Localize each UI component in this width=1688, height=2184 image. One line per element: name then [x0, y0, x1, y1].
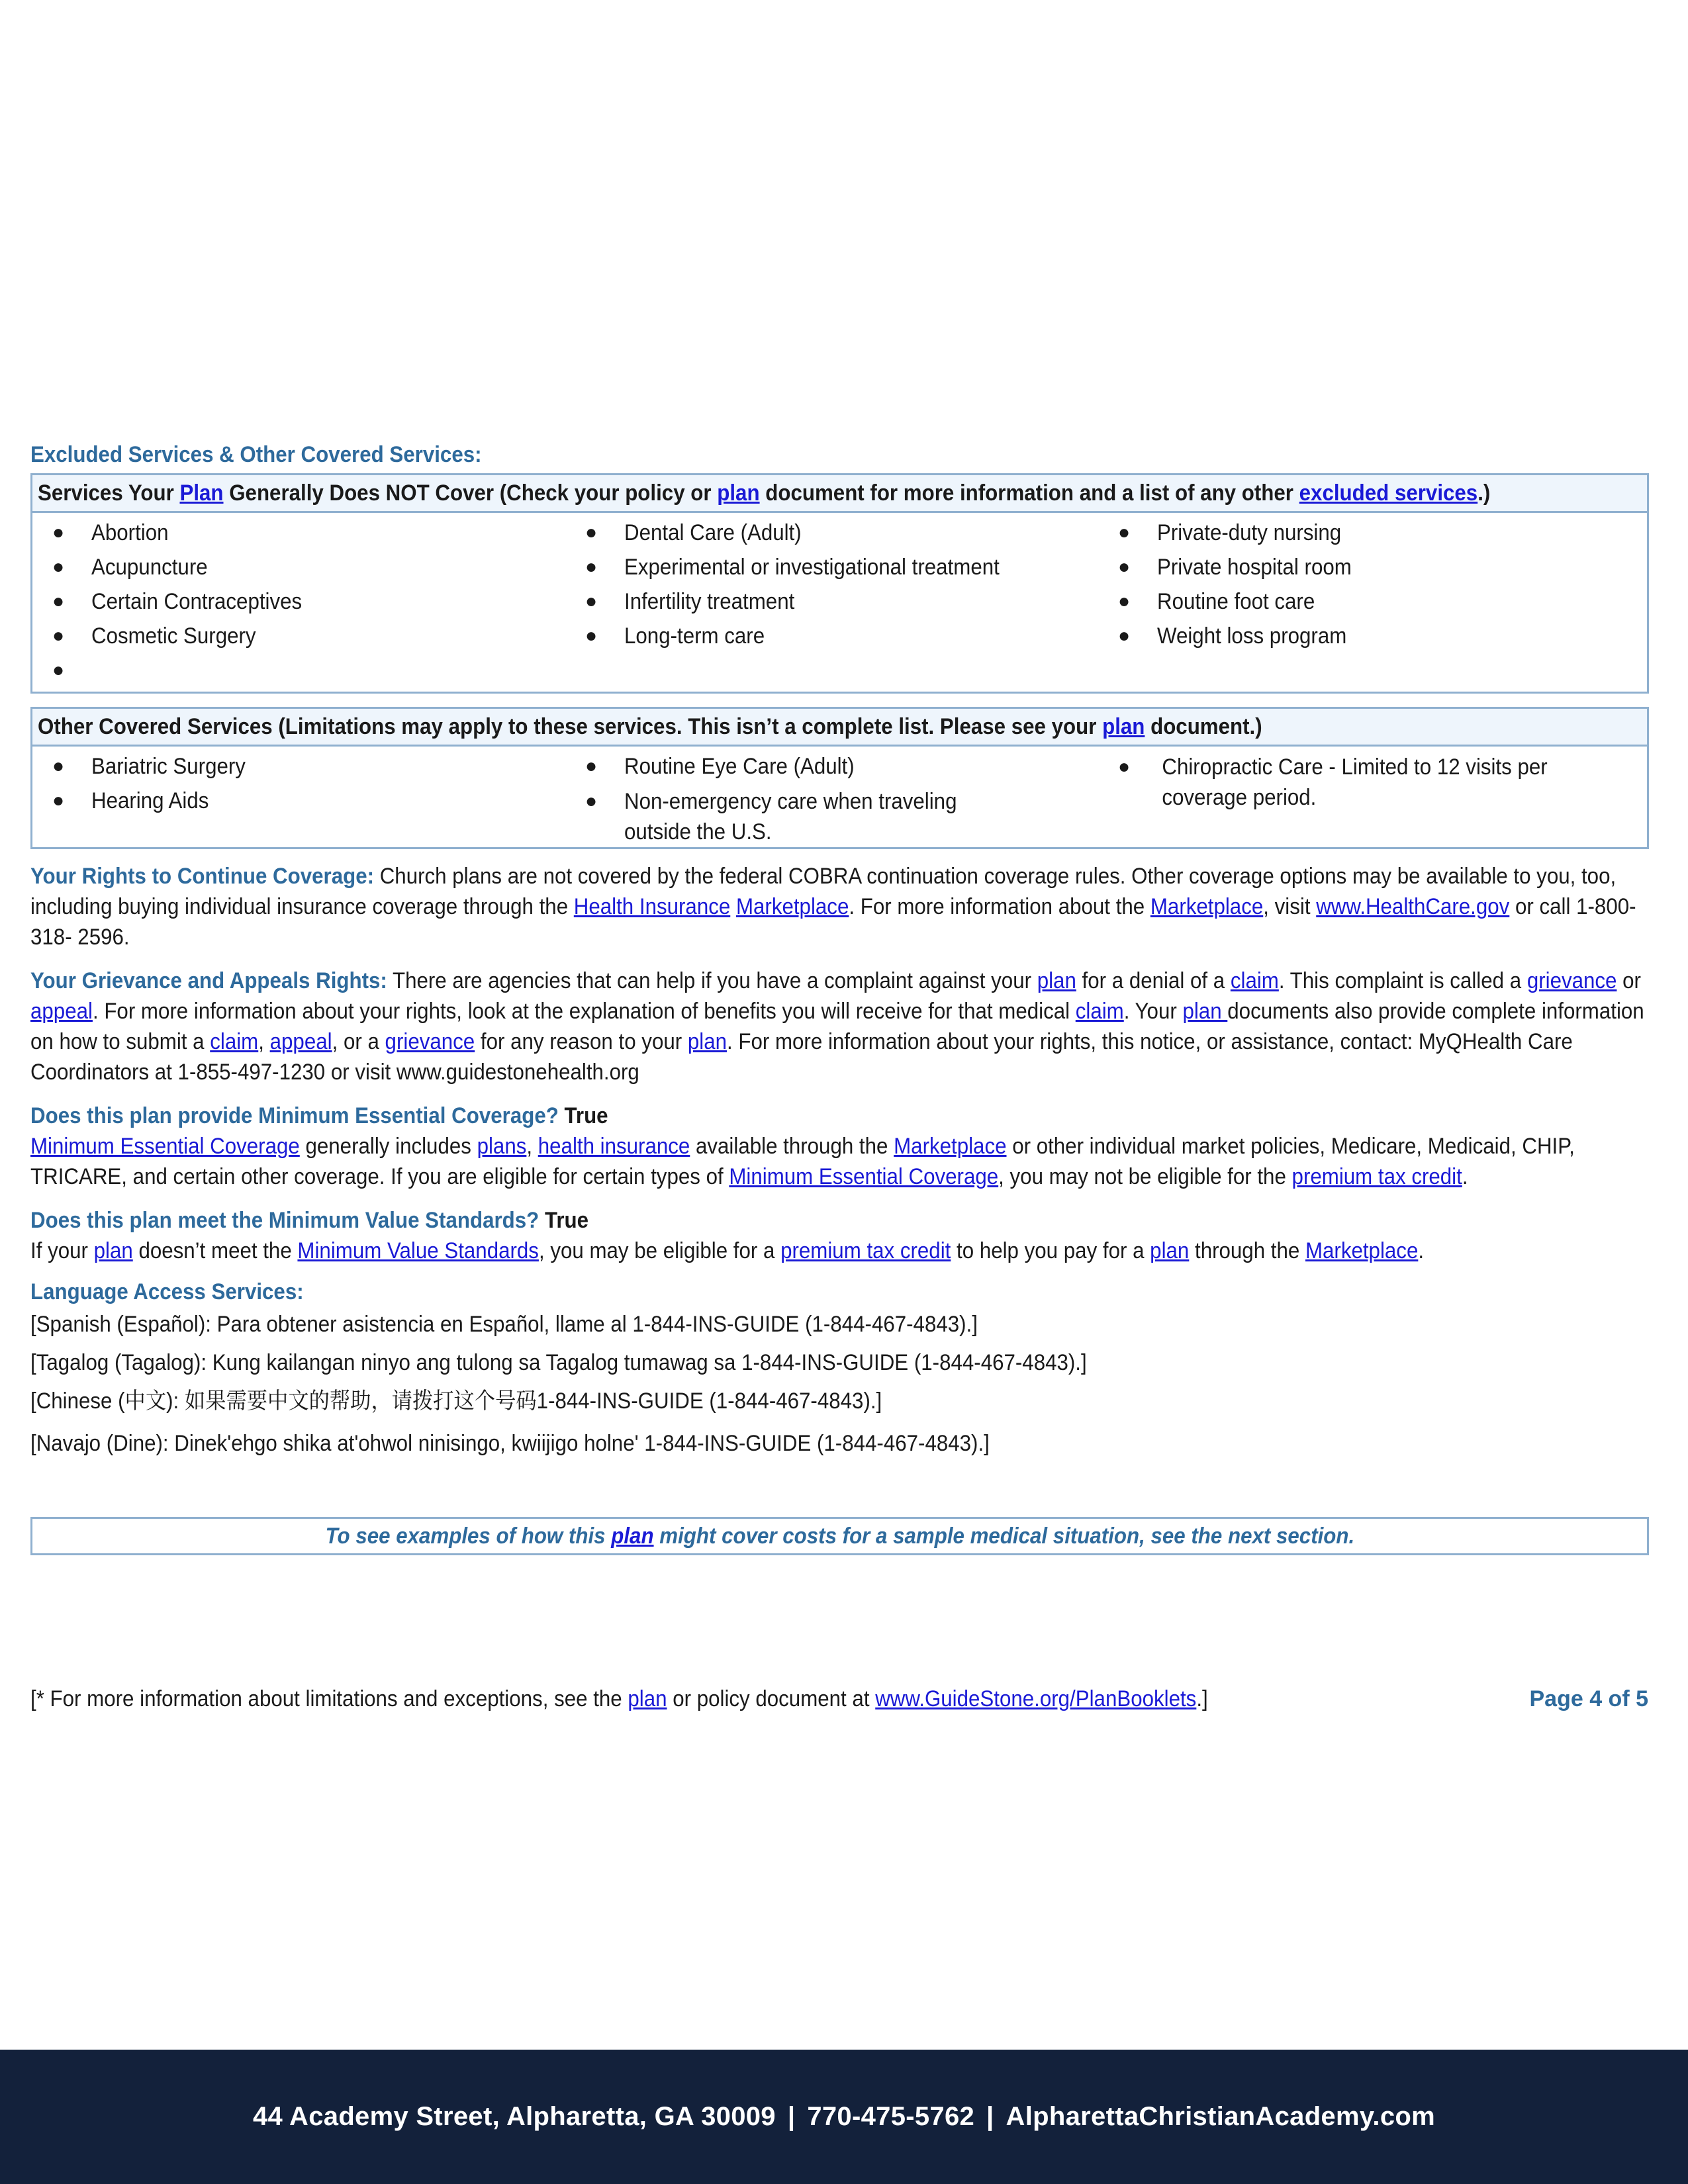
list-item: [565, 550, 1098, 584]
mec-answer: True: [558, 1103, 608, 1128]
paragraph-text: , you may not be eligible for the: [998, 1164, 1292, 1189]
plans-link[interactable]: plans: [477, 1134, 527, 1159]
footnote-text: [* For more information about limitations and exceptions, see the: [30, 1686, 628, 1711]
list-item-text: Cosmetic Surgery: [91, 623, 256, 649]
health-insurance-link[interactable]: health insurance: [538, 1134, 690, 1159]
paragraph-text: . For more information about the: [849, 894, 1150, 919]
list-item-text: Certain Contraceptives: [91, 589, 303, 614]
paragraph-text: ,: [526, 1134, 538, 1159]
excluded-services-table-header: [32, 475, 1647, 513]
bullet-icon: ●: [1118, 522, 1131, 543]
footer-separator: |: [986, 2102, 994, 2131]
footnote-text: .]: [1196, 1686, 1208, 1711]
bullet-icon: ●: [52, 790, 65, 811]
bullet-icon: ●: [52, 625, 65, 647]
language-line-chinese: [Chinese (中文): 如果需要中文的帮助，请拨打这个号码1-844-INS-GUIDE (1-844-467-4843).]: [30, 1388, 882, 1414]
minimum-essential-coverage-link[interactable]: Minimum Essential Coverage: [729, 1164, 999, 1189]
paragraph-text: . For more information about your rights, look at the explanation of benefits you will receive for that medical: [92, 999, 1076, 1024]
list-item: [1098, 516, 1631, 550]
main-content: [30, 442, 1649, 1459]
header-text: document.): [1145, 714, 1262, 739]
bullet-icon: ●: [585, 625, 598, 647]
paragraph-text: . Your: [1123, 999, 1183, 1024]
footer-separator: |: [787, 2102, 796, 2131]
marketplace-link[interactable]: Marketplace: [894, 1134, 1007, 1159]
list-item: [32, 619, 565, 653]
bullet-icon: ●: [52, 556, 65, 578]
list-item: [32, 749, 565, 784]
excluded-column-1: [32, 516, 565, 692]
paragraph-text: , you may be eligible for a: [538, 1238, 781, 1263]
paragraph-text: for any reason to your: [475, 1029, 688, 1054]
paragraph-text: .: [1462, 1164, 1468, 1189]
covered-column-1: [32, 749, 565, 847]
list-item: [1098, 550, 1631, 584]
plan-link[interactable]: plan: [1102, 714, 1145, 739]
list-item: [565, 749, 1098, 784]
rights-heading: Your Rights to Continue Coverage:: [30, 864, 375, 889]
bullet-icon: ●: [585, 790, 598, 812]
callout-text: might cover costs for a sample medical situation, see the next section.: [653, 1524, 1354, 1549]
minimum-value-standards: [30, 1205, 1649, 1266]
list-item: [32, 584, 565, 619]
plan-link[interactable]: plan: [610, 1524, 654, 1549]
grievance-heading: Your Grievance and Appeals Rights:: [30, 968, 387, 993]
covered-column-2: [565, 749, 1098, 847]
list-item-text: Bariatric Surgery: [91, 754, 246, 779]
footer-website[interactable]: AlpharettaChristianAcademy.com: [1006, 2102, 1435, 2131]
header-text: Services Your: [38, 480, 180, 506]
paragraph-text: .: [1418, 1238, 1425, 1263]
bullet-icon: ●: [585, 556, 598, 578]
footnote-text: or policy document at: [667, 1686, 876, 1711]
paragraph-text: . This complaint is called a: [1278, 968, 1527, 993]
bullet-icon: ●: [52, 522, 65, 543]
covered-column-3: [1098, 749, 1631, 847]
paragraph-text: doesn’t meet the: [132, 1238, 298, 1263]
paragraph-text: through the: [1189, 1238, 1305, 1263]
list-item-text: Acupuncture: [91, 555, 208, 580]
header-text: document for more information and a list of any other: [759, 480, 1299, 506]
language-line-spanish: [Spanish (Español): Para obtener asistencia en Español, llame al 1-844-INS-GUIDE (1-844-467-4843).]: [30, 1312, 978, 1337]
callout-text: To see examples of how this: [325, 1524, 611, 1549]
mvs-answer: True: [539, 1208, 589, 1233]
paragraph-text: for a denial of a: [1076, 968, 1231, 993]
list-item-text: Long-term care: [624, 623, 765, 649]
list-item: [32, 784, 565, 818]
paragraph-text: . For more information about your rights, this notice, or assistance, contact: MyQHealth Care Coordinators at 1-855-497-1230 or visit www.guidestonehealth.org: [30, 1029, 1573, 1085]
bullet-icon: ●: [1118, 756, 1131, 778]
footer-address: 44 Academy Street, Alpharetta, GA 30009: [253, 2102, 776, 2131]
language-line-navajo: [Navajo (Dine): Dinek'ehgo shika at'ohwol ninisingo, kwiijigo holne' 1-844-INS-GUIDE (1-844-467-4843).]: [30, 1431, 990, 1456]
bullet-icon: ●: [585, 755, 598, 777]
premium-tax-credit-link[interactable]: premium tax credit: [1291, 1164, 1462, 1189]
list-item: [1098, 584, 1631, 619]
header-text: .): [1477, 480, 1491, 506]
bullet-icon: ●: [1118, 590, 1131, 612]
plan-link[interactable]: Plan: [179, 480, 224, 506]
paragraph-text: or call 1-800-318- 2596.: [30, 894, 1636, 950]
claim-link[interactable]: claim: [210, 1029, 259, 1054]
list-item-text: Routine Eye Care (Adult): [624, 754, 855, 779]
language-line-tagalog: [Tagalog (Tagalog): Kung kailangan ninyo ang tulong sa Tagalog tumawag sa 1-844-INS-GUIDE (1-844-467-4843).]: [30, 1350, 1087, 1375]
marketplace-link[interactable]: Marketplace: [735, 894, 849, 919]
excluded-services-table: [30, 473, 1649, 694]
list-item: [1098, 619, 1631, 653]
mvs-heading: Does this plan meet the Minimum Value Standards?: [30, 1208, 539, 1233]
premium-tax-credit-link[interactable]: premium tax credit: [780, 1238, 951, 1263]
list-item: [32, 653, 565, 688]
paragraph-text: generally includes: [299, 1134, 477, 1159]
list-item-text: Chiropractic Care - Limited to 12 visits per coverage period.: [1162, 754, 1548, 810]
paragraph-text: , visit: [1263, 894, 1317, 919]
plan-link[interactable]: plan: [1182, 999, 1228, 1024]
list-item: [565, 516, 1098, 550]
bullet-icon: ●: [52, 590, 65, 612]
footer-phone: 770-475-5762: [807, 2102, 975, 2131]
list-item-text: Weight loss program: [1157, 623, 1347, 649]
list-item-text: Hearing Aids: [91, 788, 209, 813]
header-text: Generally Does NOT Cover (Check your policy or: [223, 480, 718, 506]
bullet-icon: ●: [585, 590, 598, 612]
page-number: Page 4 of 5: [1529, 1686, 1648, 1711]
paragraph-text: [730, 894, 736, 919]
bullet-icon: ●: [52, 659, 65, 681]
paragraph-text: to help you pay for a: [951, 1238, 1150, 1263]
appeal-link[interactable]: appeal: [269, 1029, 332, 1054]
plan-link[interactable]: plan: [628, 1686, 667, 1711]
paragraph-text: ,: [258, 1029, 270, 1054]
list-item-text: Abortion: [91, 520, 169, 545]
footnote: [30, 1686, 1208, 1712]
list-item-text: Dental Care (Adult): [624, 520, 802, 545]
marketplace-link[interactable]: Marketplace: [1305, 1238, 1419, 1263]
paragraph-text: available through the: [690, 1134, 894, 1159]
list-item: [1098, 749, 1607, 813]
claim-link[interactable]: claim: [1075, 999, 1124, 1024]
list-item-text: Infertility treatment: [624, 589, 795, 614]
grievance-link[interactable]: grievance: [1526, 968, 1617, 993]
paragraph-text: or: [1617, 968, 1641, 993]
minimum-essential-coverage-link[interactable]: Minimum Essential Coverage: [30, 1134, 300, 1159]
list-item-text: Routine foot care: [1157, 589, 1315, 614]
bullet-icon: ●: [1118, 556, 1131, 578]
bullet-icon: ●: [585, 522, 598, 543]
plan-link[interactable]: plan: [687, 1029, 727, 1054]
list-item-text: Private-duty nursing: [1157, 520, 1342, 545]
list-item-text: Private hospital room: [1157, 555, 1352, 580]
list-item: [565, 619, 1098, 653]
plan-booklets-link[interactable]: www.GuideStone.org/PlanBooklets: [875, 1686, 1197, 1711]
plan-link[interactable]: plan: [1150, 1238, 1190, 1263]
list-item: [32, 516, 565, 550]
plan-link[interactable]: plan: [717, 480, 760, 506]
minimum-value-standards-link[interactable]: Minimum Value Standards: [297, 1238, 539, 1263]
minimum-essential-coverage: [30, 1101, 1649, 1192]
list-item: [32, 550, 565, 584]
paragraph-text: or other individual market policies, Medicare, Medicaid, CHIP, TRICARE, and certain other coverage. If you are eligible for certain types of: [30, 1134, 1575, 1189]
list-item-text: Experimental or investigational treatment: [624, 555, 1000, 580]
excluded-services-link[interactable]: excluded services: [1299, 480, 1478, 506]
rights-to-continue-coverage: [30, 861, 1649, 952]
language-access-heading: Language Access Services:: [30, 1279, 304, 1304]
mec-heading: Does this plan provide Minimum Essential Coverage?: [30, 1103, 559, 1128]
bullet-icon: ●: [52, 755, 65, 777]
other-covered-services-table: [30, 707, 1649, 849]
next-section-callout: [30, 1517, 1649, 1555]
excluded-column-2: [565, 516, 1098, 692]
healthcare-gov-link[interactable]: www.HealthCare.gov: [1316, 894, 1510, 919]
excluded-column-3: [1098, 516, 1631, 692]
paragraph-text: There are agencies that can help if you have a complaint against your: [387, 968, 1037, 993]
header-text: Other Covered Services (Limitations may apply to these services. This isn’t a complete list. Please see your: [38, 714, 1103, 739]
paragraph-text: Church plans are not covered by the federal COBRA continuation coverage rules. Other coverage options may be available to you, too, including buying individual insurance coverage through the: [30, 864, 1617, 919]
paragraph-text: , or a: [332, 1029, 385, 1054]
list-item-text: Non-emergency care when traveling outside the U.S.: [624, 789, 957, 844]
list-item: [565, 584, 1098, 619]
excluded-services-heading: Excluded Services & Other Covered Services:: [30, 442, 482, 467]
list-item: [565, 784, 1021, 847]
marketplace-link[interactable]: Marketplace: [1150, 894, 1264, 919]
paragraph-text: documents also provide complete information on how to submit a: [30, 999, 1644, 1054]
other-covered-services-table-header: [32, 709, 1647, 747]
health-insurance-link[interactable]: Health Insurance: [573, 894, 731, 919]
grievance-link[interactable]: grievance: [385, 1029, 475, 1054]
bullet-icon: ●: [1118, 625, 1131, 647]
claim-link[interactable]: claim: [1230, 968, 1279, 993]
paragraph-text: If your: [30, 1238, 94, 1263]
appeal-link[interactable]: appeal: [30, 999, 93, 1024]
grievance-appeals-rights: [30, 966, 1649, 1087]
footer-bar: [0, 2050, 1688, 2184]
plan-link[interactable]: plan: [93, 1238, 133, 1263]
plan-link[interactable]: plan: [1037, 968, 1076, 993]
